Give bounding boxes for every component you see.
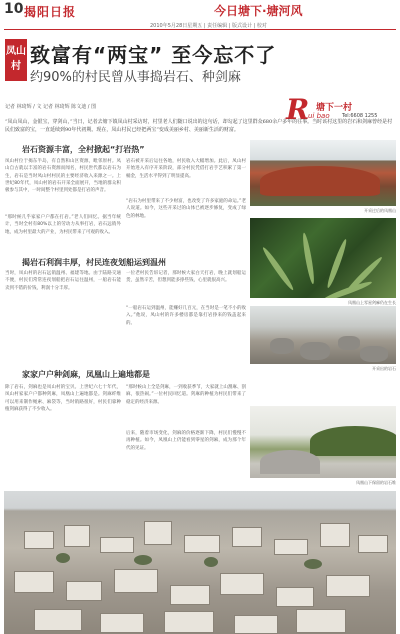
headline: 致富有“两宝” 至今忘不了 (30, 43, 277, 67)
photo-caption: 凤凰山上零星剑麻仍在生长 (348, 300, 396, 305)
column-pinyin: ui bao (308, 112, 330, 120)
quarry-photo (250, 140, 396, 206)
article-paragraph: 除了岩石，剑麻也是凤山村的宝贝。上世纪六七十年代，凤山村家家户户都种剑麻，凤凰山上遍地都是。剑麻纤维可以用来制作绳索、麻袋等，当时销路很好，村民们靠种植剑麻获得了不少收入。 (5, 385, 121, 412)
photo-caption: 开采过后的凤凰山 (364, 208, 396, 213)
article-paragraph: “一船岩石运到温州，能赚好几百元，在当时是一笔不小的收入。”他说，凤山村的许多楼房都是靠打岩挣来的钱盖起来的。 (126, 306, 246, 326)
article-paragraph: 当时，凤山村的岩石远销温州、福建等地。由于陆路交通不便，村民们常常连夜划船把岩石运往温州，一船岩石能卖到不错的价钱，利润十分丰厚。 (5, 271, 121, 291)
sisal-photo (250, 218, 396, 298)
village-aerial-photo (4, 491, 396, 634)
column-name: 塘下一村 (316, 103, 353, 113)
quarry-hill-photo (250, 406, 396, 478)
article-paragraph: “那时候几乎家家户户都在打岩。”老人们回忆。据当年统计，当时全村有80%以上的劳动力从事打岩，岩石远销外地，成为村里最大的产业，为村民带来了可观的收入。 (5, 215, 121, 235)
article-paragraph: 岩石被开采后运往各地，村民收入大幅增加。此后，凤山村开始进入有序开采阶段，部分村民凭借打岩手艺积累了第一桶金，生活水平得到了明显提高。 (126, 159, 246, 179)
masthead (0, 0, 400, 20)
subhead: 约90%的村民曾从事捣岩石、种剑麻 (30, 70, 241, 85)
photo-caption: 开采出的岩石 (372, 366, 396, 371)
article-paragraph: 一位老村民告诉记者，那时候大家白天打岩，晚上就划船运货，虽然辛苦，但想到能多挣些钱，心里就很高兴。 (126, 271, 246, 284)
article-paragraph: 后来，随着市场变化，剑麻的价格逐渐下降，村民们慢慢不再种植。如今，凤凰山上仍能看到零星的剑麻，成为那个年代的见证。 (126, 431, 246, 451)
masthead-rule (4, 29, 396, 30)
byline: 记者 林琦辉 / 文 记者 林琦辉 陈文迪 / 图 (5, 104, 97, 110)
section-heading: 岩石资源丰富，全村掀起“打岩热” (22, 145, 145, 154)
village-seal: 凤山村 (5, 39, 27, 81)
photo-caption: 凤凰山下保留的岩石堆 (356, 480, 396, 485)
section-heading: 家家户户种剑麻，凤凰山上遍地都是 (22, 370, 150, 379)
article-paragraph: “那时候山上全是剑麻，一到收获季节，大家就上山割麻、刮麻，很热闹。”一位村民回忆道。剑麻的种植为村民们带来了稳定的经济来源。 (126, 385, 246, 405)
section-title: 今日塘下·塘河风 (214, 4, 303, 18)
article-paragraph: 凤山村位于揭东半岛，有自然和山区资源，毗邻原村。凤山自古就以丰富的岩石资源而闻名，村民世代都以岩石为生，岩石是当时凤山村村民的主要经济收入来源之一。上世纪80年代，凤山村的岩石开采全面展开，当地的群众积极参与其中，一时间整个村里到处都是打岩的声音。 (5, 159, 121, 194)
lede-paragraph: “凤山凤山，金银宝，穿剑山，”当日，记者去塘下镇凤山村采访时，村里老人们随口说出的这句话，却勾起了这里群众680余户多年的往事。当时该村这里的岩石和剑麻曾经是村民们致富的宝，一直延续到90年代初期。现在，凤山村民已经把两宝”变成美丽乡村、美丽新生活的财富。 (5, 119, 393, 133)
page-number: 10 (4, 1, 24, 17)
column-tel: Tel:6608 1255 (342, 113, 378, 119)
section-heading: 揭岩石利润丰厚，村民连夜划船运到温州 (22, 258, 166, 267)
column-logo-letter: R (286, 93, 310, 126)
article-paragraph: “岩石为村里带来了不少财富，也改变了许多家庭的命运。”老人说道。如今，这些开采过的山体已被逐步修复，变成了绿色的林地。 (126, 199, 246, 219)
rocks-photo (250, 306, 396, 364)
paper-name: 揭阳日报 (24, 5, 77, 19)
dateline: 2010年5月28日星期五 | 责任编辑 | 版式设计 | 校对 (150, 23, 267, 29)
